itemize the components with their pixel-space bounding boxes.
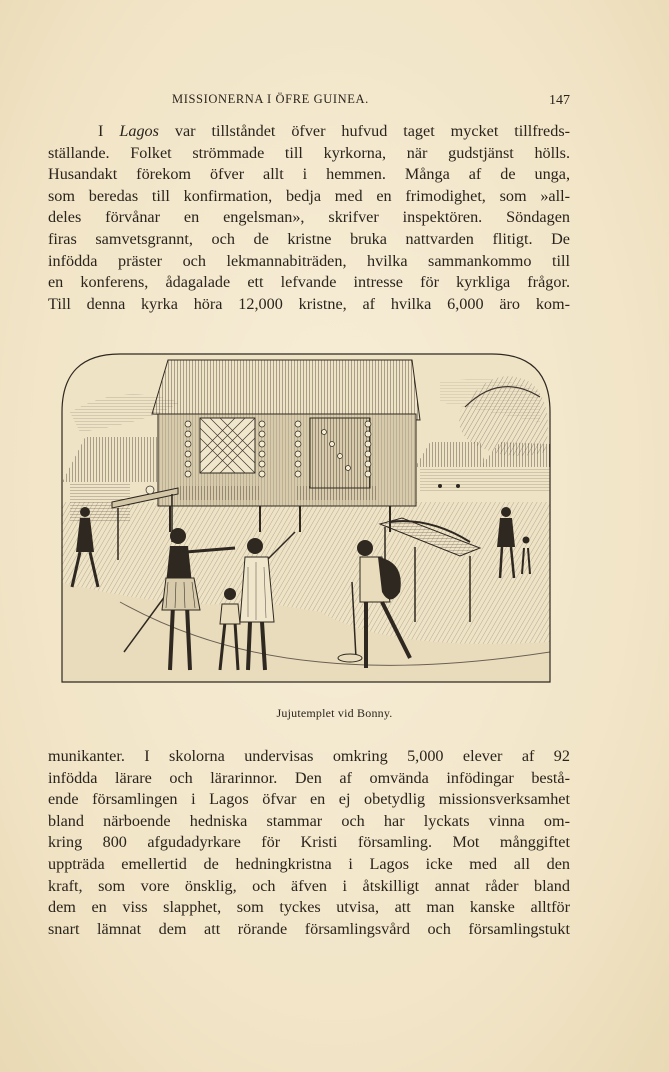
running-head: MISSIONERNA I ÖFRE GUINEA. xyxy=(172,92,369,106)
text-line: snart lämnat dem att rörande församlingsvård och församlingstukt xyxy=(48,919,570,938)
text-line: kring 800 afgudadyrkare för Kristi församling. Mot månggiftet xyxy=(48,833,570,852)
place-name-emphasis: Lagos xyxy=(119,122,159,140)
page-header xyxy=(48,92,570,112)
text-line: Till denna kyrka höra 12,000 kristne, af hvilka 6,000 äro kom- xyxy=(48,294,570,313)
text-line: kraft, som vore önsklig, och äfven i åtskilligt annat råder bland xyxy=(48,876,570,895)
page-number: 147 xyxy=(549,93,570,108)
text-line: ställande. Folket strömmade till kyrkorna, när gudstjänst hölls. xyxy=(48,143,570,162)
lower-paragraph xyxy=(48,746,570,940)
text-line: bland närboende hedniska stammar och har lyckats vinna om- xyxy=(48,811,570,830)
text-line: dem en viss slapphet, som tyckes utvisa, att man kanske alltför xyxy=(48,898,570,917)
text-line: en konferens, ådagalade ett lefvande intresse för kyrkliga frågor. xyxy=(48,273,570,292)
text-line: Husandakt förekom öfver allt i hemmen. Många af de unga, xyxy=(48,165,570,184)
figure-caption: Jujutemplet vid Bonny. xyxy=(276,706,393,720)
text-line: munikanter. I skolorna undervisas omkring 5,000 elever af 92 xyxy=(48,747,570,765)
text-line: uppträda emellertid de hedningkristna i Lagos icke med all den xyxy=(48,854,570,873)
text-line: I Lagos var tillståndet öfver hufvud taget mycket tillfreds- xyxy=(98,122,571,140)
engraving-illustration xyxy=(60,352,552,684)
text-line: ende församlingen i Lagos öfvar en ej obetydlig missionsverksamhet xyxy=(48,790,570,809)
upper-paragraph xyxy=(48,121,570,315)
text-line: infödda präster och lekmannabiträden, hvilka sammankommo till xyxy=(48,251,570,270)
text-line: firas samvetsgrannt, och de kristne bruka nattvarden flitigt. De xyxy=(48,229,570,248)
text-line: som beredas till konfirmation, bedja med en frimodighet, som »all- xyxy=(48,186,570,205)
text-line: deles förvånar en engelsman», skrifver inspektören. Söndagen xyxy=(48,208,570,227)
text-line: infödda lärare och lärarinnor. Den af omvända infödingar bestå- xyxy=(48,768,570,787)
